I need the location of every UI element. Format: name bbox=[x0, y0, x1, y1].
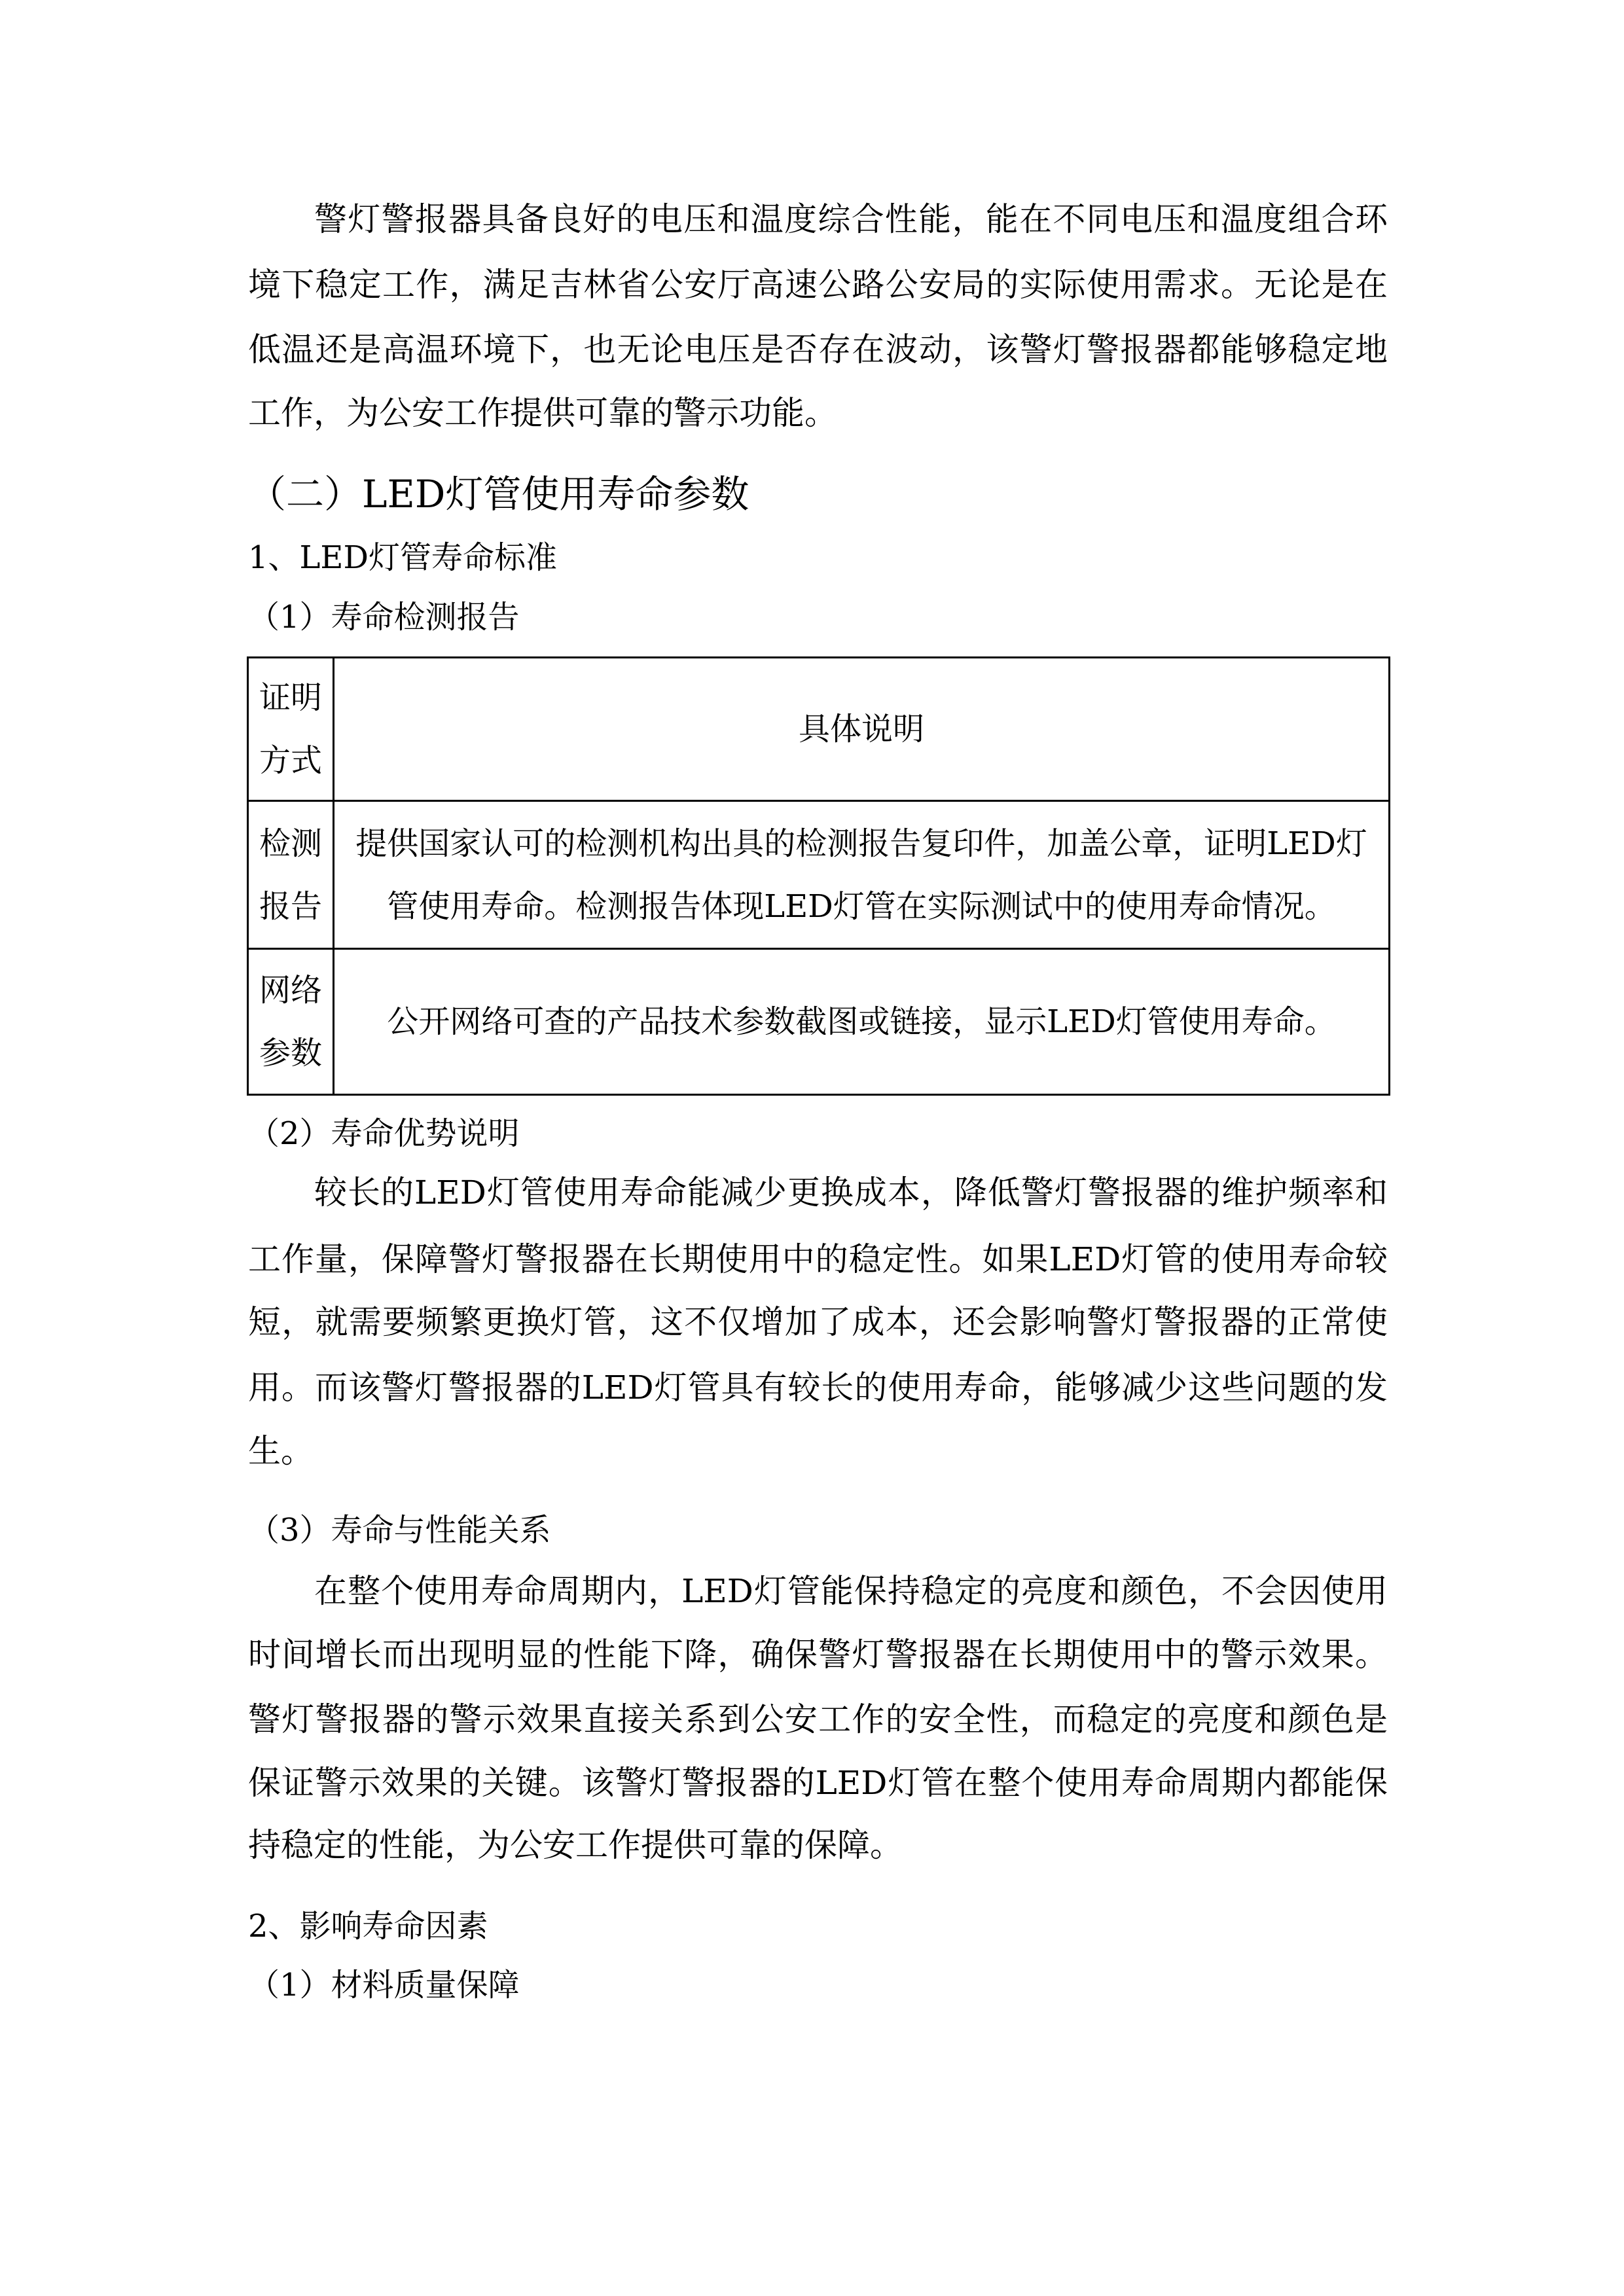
table-cell: 具体说明 bbox=[334, 658, 1390, 801]
cell-text: 参数 bbox=[259, 1035, 322, 1071]
text-line: 持稳定的性能，为公安工作提供可靠的保障。 bbox=[248, 1826, 903, 1864]
text-line: 工作，为公安工作提供可靠的警示功能。 bbox=[248, 394, 837, 432]
text-line: 用。而该警灯警报器的LED灯管具有较长的使用寿命，能够减少这些问题的发 bbox=[248, 1369, 1388, 1407]
cell-text: 提供国家认可的检测机构出具的检测报告复印件，加盖公章，证明LED灯 bbox=[355, 825, 1367, 862]
text-line: 境下稳定工作，满足吉林省公安厅高速公路公安局的实际使用需求。无论是在 bbox=[248, 266, 1388, 304]
cell-text: 证明 bbox=[259, 679, 322, 716]
text-line: 警灯警报器具备良好的电压和温度综合性能，能在不同电压和温度组合环 bbox=[314, 200, 1388, 238]
text-line: 低温还是高温环境下，也无论电压是否存在波动，该警灯警报器都能够稳定地 bbox=[248, 331, 1388, 368]
text-line: 短，就需要频繁更换灯管，这不仅增加了成本，还会影响警灯警报器的正常使 bbox=[248, 1303, 1388, 1341]
item-heading: （1）材料质量保障 bbox=[248, 1967, 520, 2003]
table-cell: 公开网络可查的产品技术参数截图或链接，显示LED灯管使用寿命。 bbox=[334, 949, 1390, 1095]
table-header-row bbox=[248, 658, 1390, 801]
text-line: 时间增长而出现明显的性能下降，确保警灯警报器在长期使用中的警示效果。 bbox=[248, 1636, 1388, 1674]
text-line: 较长的LED灯管使用寿命能减少更换成本，降低警灯警报器的维护频率和 bbox=[314, 1174, 1388, 1211]
text-line: 生。 bbox=[248, 1432, 314, 1470]
item-heading: （2）寿命优势说明 bbox=[248, 1115, 520, 1152]
proof-table bbox=[247, 656, 1390, 1096]
item-heading: （3）寿命与性能关系 bbox=[248, 1512, 551, 1549]
table-cell bbox=[334, 801, 1390, 949]
table-cell bbox=[248, 658, 334, 801]
item-heading: （1）寿命检测报告 bbox=[248, 599, 520, 636]
cell-text: 网络 bbox=[259, 972, 322, 1009]
subsection-heading: 1、LED灯管寿命标准 bbox=[248, 539, 557, 576]
cell-text: 报告 bbox=[259, 888, 322, 925]
cell-text: 方式 bbox=[259, 742, 322, 779]
text-line: 在整个使用寿命周期内，LED灯管能保持稳定的亮度和颜色，不会因使用 bbox=[314, 1572, 1388, 1610]
section-heading: （二）LED灯管使用寿命参数 bbox=[248, 472, 749, 516]
text-line: 工作量，保障警灯警报器在长期使用中的稳定性。如果LED灯管的使用寿命较 bbox=[248, 1240, 1388, 1278]
table-row bbox=[248, 801, 1390, 949]
cell-text: 检测 bbox=[259, 825, 322, 862]
text-line: 警灯警报器的警示效果直接关系到公安工作的安全性，而稳定的亮度和颜色是 bbox=[248, 1700, 1388, 1738]
text-line: 保证警示效果的关键。该警灯警报器的LED灯管在整个使用寿命周期内都能保 bbox=[248, 1764, 1388, 1802]
table-row bbox=[248, 949, 1390, 1095]
table-cell bbox=[248, 801, 334, 949]
subsection-heading: 2、影响寿命因素 bbox=[248, 1908, 488, 1945]
cell-text: 管使用寿命。检测报告体现LED灯管在实际测试中的使用寿命情况。 bbox=[387, 888, 1336, 925]
table-cell bbox=[248, 949, 334, 1095]
